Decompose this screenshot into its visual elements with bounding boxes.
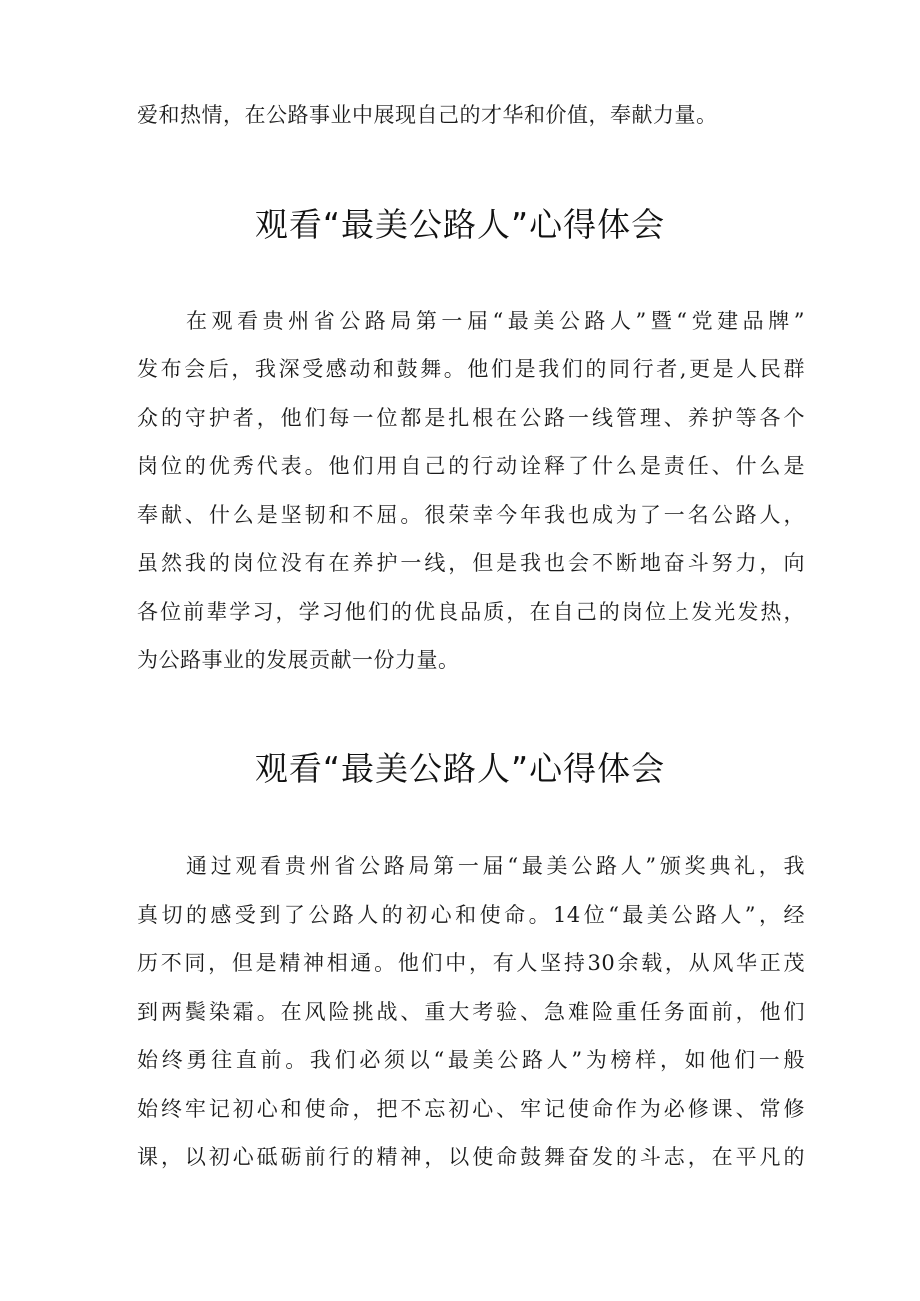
paragraph-line: 真切的感受到了公路人的初心和使命。14位“最美公路人”，经 [137, 903, 805, 927]
paragraph-line: 始终勇往直前。我们必须以“最美公路人”为榜样，如他们一般 [137, 1048, 805, 1072]
paragraph-line: 各位前辈学习，学习他们的优良品质，在自己的岗位上发光发热， [137, 600, 805, 624]
paragraph-line: 到两鬓染霜。在风险挑战、重大考验、急难险重任务面前，他们 [137, 1000, 805, 1024]
section-title: 观看“最美公路人”心得体会 [254, 749, 666, 788]
section-title: 观看“最美公路人”心得体会 [254, 205, 666, 244]
paragraph-line: 虽然我的岗位没有在养护一线，但是我也会不断地奋斗努力，向 [137, 551, 805, 575]
paragraph-line: 奉献、什么是坚韧和不屈。很荣幸今年我也成为了一名公路人， [137, 503, 805, 527]
paragraph-line: 历不同，但是精神相通。他们中，有人坚持30余载，从风华正茂 [137, 951, 805, 975]
paragraph-line: 课，以初心砥砺前行的精神，以使命鼓舞奋发的斗志，在平凡的 [137, 1145, 805, 1169]
paragraph-line: 为公路事业的发展贡献一份力量。 [137, 648, 460, 672]
paragraph-line: 通过观看贵州省公路局第一届“最美公路人”颁奖典礼，我 [186, 854, 805, 878]
paragraph-line: 爱和热情，在公路事业中展现自己的才华和价值，奉献力量。 [137, 103, 718, 127]
paragraph-line: 岗位的优秀代表。他们用自己的行动诠释了什么是责任、什么是 [137, 454, 805, 478]
paragraph-line: 在观看贵州省公路局第一届“最美公路人”暨“党建品牌” [186, 309, 805, 333]
paragraph-line: 发布会后，我深受感动和鼓舞。他们是我们的同行者,更是人民群 [137, 357, 805, 381]
paragraph-line: 众的守护者，他们每一位都是扎根在公路一线管理、养护等各个 [137, 406, 805, 430]
paragraph-line: 始终牢记初心和使命，把不忘初心、牢记使命作为必修课、常修 [137, 1097, 805, 1121]
